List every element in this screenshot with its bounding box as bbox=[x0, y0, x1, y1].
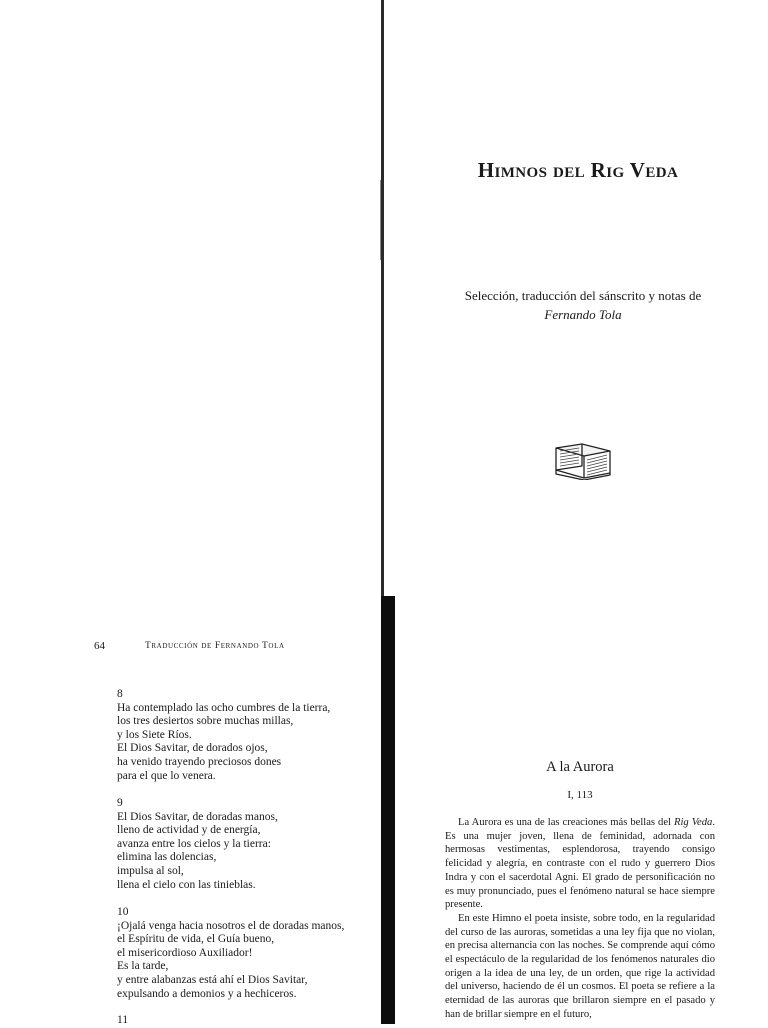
intro-text: La Aurora es una de las creaciones más bellas del bbox=[458, 817, 675, 828]
verse-line: llena el cielo con las tinieblas. bbox=[117, 878, 256, 891]
stanza-number: 10 bbox=[117, 906, 129, 918]
hymn-reference: I, 113 bbox=[567, 789, 593, 801]
page-gutter-mark bbox=[380, 180, 381, 260]
verse-line: El Dios Savitar, de dorados ojos, bbox=[117, 742, 268, 755]
page-gutter-bottom bbox=[381, 596, 395, 1024]
verse-line: ha venido trayendo preciosos dones bbox=[117, 755, 282, 768]
credit-block bbox=[388, 286, 768, 324]
verse-line: y los Siete Ríos. bbox=[117, 728, 192, 741]
verse-line: Es la tarde, bbox=[117, 960, 169, 973]
verse-line: elimina las dolencias, bbox=[117, 851, 217, 864]
intro-italic-title: Rig Veda bbox=[674, 817, 713, 828]
stanza-10 bbox=[117, 906, 377, 1001]
intro-text: . Es una mujer joven, llena de feminidad, adornada con hermosas vestimentas, esplendorosa, trayendo consigo felicidad y alegría, en contraste con el rudo y guerrero Dios Indra y con el sacerdotal Agni. El grado de personificación no es muy pronunciado, pues el fenómeno natural se hace siempre presente. bbox=[445, 817, 715, 911]
verse-line: y entre alabanzas está ahí el Dios Savitar, bbox=[117, 973, 308, 986]
verse-line: el Espíritu de vida, el Guía bueno, bbox=[117, 933, 275, 946]
page-gutter-top bbox=[381, 0, 384, 596]
hymn-title: A la Aurora bbox=[546, 759, 614, 775]
verse-line: impulsa al sol, bbox=[117, 864, 184, 877]
stanza-number: 8 bbox=[117, 688, 123, 700]
verse-line: los tres desiertos sobre muchas millas, bbox=[117, 715, 294, 728]
verse-line: Ha contemplado las ocho cumbres de la tierra, bbox=[117, 701, 331, 714]
running-head: Traducción de Fernando Tola bbox=[145, 641, 285, 651]
stanza-9 bbox=[117, 797, 377, 892]
stanza-8 bbox=[117, 688, 377, 783]
verse-line: El Dios Savitar, de doradas manos, bbox=[117, 810, 278, 823]
verse-line: el misericordioso Auxiliador! bbox=[117, 946, 253, 959]
verse-line: ¡Ojalá venga hacia nosotros el de doradas manos, bbox=[117, 919, 345, 932]
book-title: Himnos del Rig Veda bbox=[477, 158, 679, 182]
verse-line: expulsando a demonios y a hechiceros. bbox=[117, 987, 297, 1000]
verse-line: avanza entre los cielos y la tierra: bbox=[117, 837, 271, 850]
open-book-icon bbox=[552, 440, 614, 480]
credit-line: Selección, traducción del sánscrito y notas de bbox=[464, 288, 702, 303]
verse-line: lleno de actividad y de energía, bbox=[117, 824, 261, 837]
intro-paragraph-2: En este Himno el poeta insiste, sobre todo, en la regularidad del curso de las auroras, sometidas a una ley fija que no violan, en precisa alternancia con las noches. Se comprende aquí cómo el espectáculo de la regularidad de los fenómenos naturales dio origen a la idea de una ley, de un orden, que rige la actividad del universo, haciendo de él un cosmos. El poeta se refiere a la eternidad de las auroras que brillaron siempre en el pasado y han de brillar siempre en el futuro, bbox=[445, 912, 715, 1020]
stanza-number: 9 bbox=[117, 797, 123, 809]
verse-line: para el que lo venera. bbox=[117, 769, 216, 782]
intro-paragraph-1 bbox=[445, 816, 715, 912]
stanza-number: 11 bbox=[117, 1014, 129, 1026]
stanza-11 bbox=[117, 1014, 377, 1028]
page-number: 64 bbox=[94, 640, 105, 652]
hymn-introduction bbox=[445, 816, 715, 1022]
translator-name: Fernando Tola bbox=[544, 307, 622, 322]
